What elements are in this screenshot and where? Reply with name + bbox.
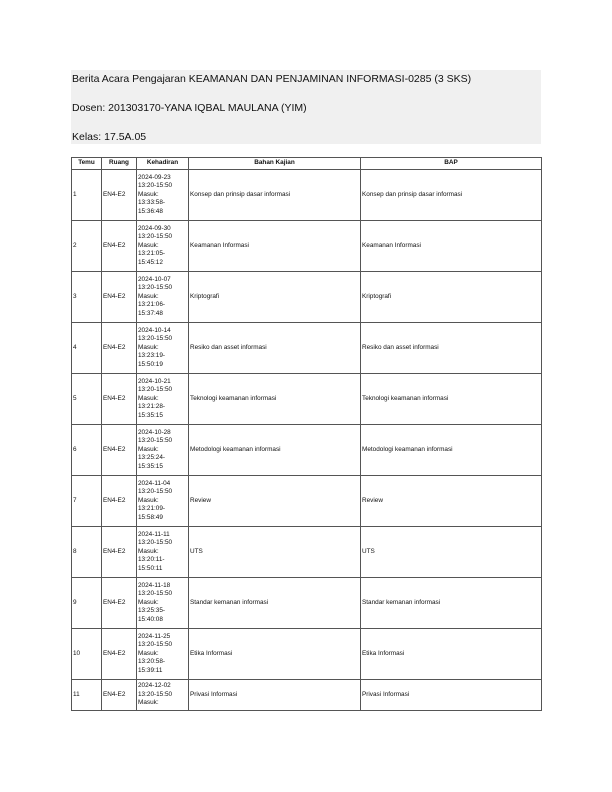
cell-bahan-kajian: Kriptografi <box>189 272 361 323</box>
cell-bahan-kajian: Metodologi keamanan informasi <box>189 425 361 476</box>
table-row <box>72 170 542 221</box>
column-header-ruang: Ruang <box>102 158 137 170</box>
cell-ruang: EN4-E2 <box>102 323 137 374</box>
kehadiran-line: 13:20-15:50 <box>138 284 173 292</box>
kehadiran-line: Masuk: <box>138 394 159 402</box>
cell-ruang: EN4-E2 <box>102 527 137 578</box>
kehadiran-line: 13:20-15:50 <box>138 641 173 649</box>
cell-kehadiran <box>137 629 189 680</box>
kehadiran-line: Masuk: <box>138 547 159 555</box>
attendance-table-wrapper <box>71 157 541 711</box>
cell-kehadiran <box>137 425 189 476</box>
kehadiran-line: Masuk: <box>138 190 159 198</box>
kehadiran-line: 13:20-15:50 <box>138 335 173 343</box>
column-header-kehadiran: Kehadiran <box>137 158 189 170</box>
kehadiran-line: 13:20-15:50 <box>138 590 173 598</box>
kehadiran-line: Masuk: <box>138 649 159 657</box>
cell-ruang: EN4-E2 <box>102 170 137 221</box>
table-row <box>72 629 542 680</box>
kehadiran-line: 13:21:28- <box>138 403 166 411</box>
cell-kehadiran <box>137 374 189 425</box>
cell-ruang: EN4-E2 <box>102 578 137 629</box>
attendance-table <box>71 157 542 711</box>
cell-bahan-kajian: Privasi Informasi <box>189 680 361 711</box>
table-row <box>72 323 542 374</box>
document-title: Berita Acara Pengajaran KEAMANAN DAN PENJAMINAN INFORMASI-0285 (3 SKS) <box>72 73 472 85</box>
lecturer-line: Dosen: 201303170-YANA IQBAL MAULANA (YIM) <box>72 102 307 114</box>
cell-bap: Keamanan Informasi <box>361 221 542 272</box>
kehadiran-line: 15:50:19 <box>138 360 163 368</box>
cell-ruang: EN4-E2 <box>102 629 137 680</box>
cell-kehadiran <box>137 680 189 711</box>
kehadiran-line: Masuk: <box>138 598 159 606</box>
kehadiran-line: 2024-09-30 <box>138 224 171 232</box>
cell-kehadiran <box>137 527 189 578</box>
column-header-bahan-kajian: Bahan Kajian <box>189 158 361 170</box>
kehadiran-line: 13:20-15:50 <box>138 233 173 241</box>
column-header-bap: BAP <box>361 158 542 170</box>
cell-bap: Teknologi keamanan informasi <box>361 374 542 425</box>
cell-temu: 9 <box>72 578 102 629</box>
cell-bahan-kajian: Teknologi keamanan informasi <box>189 374 361 425</box>
kehadiran-line: 13:21:09- <box>138 505 166 513</box>
kehadiran-line: 15:35:15 <box>138 411 163 419</box>
kehadiran-line: 13:20-15:50 <box>138 690 173 698</box>
kehadiran-line: 2024-11-11 <box>138 530 170 538</box>
table-row <box>72 374 542 425</box>
cell-bap: Metodologi keamanan informasi <box>361 425 542 476</box>
table-row <box>72 476 542 527</box>
cell-bap: Standar kemanan informasi <box>361 578 542 629</box>
kehadiran-line: 13:20:58- <box>138 658 166 666</box>
kehadiran-line: Masuk: <box>138 241 159 249</box>
kehadiran-line: 15:35:15 <box>138 462 163 470</box>
table-row <box>72 272 542 323</box>
cell-bap: Resiko dan asset informasi <box>361 323 542 374</box>
cell-bahan-kajian: Resiko dan asset informasi <box>189 323 361 374</box>
cell-kehadiran <box>137 578 189 629</box>
cell-bahan-kajian: Keamanan Informasi <box>189 221 361 272</box>
cell-temu: 1 <box>72 170 102 221</box>
kehadiran-line: 15:45:12 <box>138 258 163 266</box>
kehadiran-line: 2024-10-28 <box>138 428 171 436</box>
kehadiran-line: Masuk: <box>138 445 159 453</box>
cell-bahan-kajian: Review <box>189 476 361 527</box>
kehadiran-line: 13:21:05- <box>138 250 166 258</box>
kehadiran-line: Masuk: <box>138 292 159 300</box>
cell-ruang: EN4-E2 <box>102 221 137 272</box>
kehadiran-line: 2024-11-18 <box>138 581 171 589</box>
kehadiran-line: 15:40:08 <box>138 615 163 623</box>
kehadiran-line: 2024-12-02 <box>138 682 171 690</box>
kehadiran-line: 2024-11-25 <box>138 632 171 640</box>
cell-bap: Privasi Informasi <box>361 680 542 711</box>
kehadiran-line: 13:25:24- <box>138 454 166 462</box>
kehadiran-line: 13:20-15:50 <box>138 386 173 394</box>
table-row <box>72 221 542 272</box>
cell-kehadiran <box>137 272 189 323</box>
kehadiran-line: 13:33:58- <box>138 199 166 207</box>
kehadiran-line: 13:20-15:50 <box>138 539 173 547</box>
cell-temu: 2 <box>72 221 102 272</box>
kehadiran-line: 2024-09-23 <box>138 173 171 181</box>
cell-temu: 7 <box>72 476 102 527</box>
cell-ruang: EN4-E2 <box>102 272 137 323</box>
kehadiran-line: Masuk: <box>138 496 159 504</box>
cell-ruang: EN4-E2 <box>102 476 137 527</box>
cell-temu: 5 <box>72 374 102 425</box>
cell-bap: UTS <box>361 527 542 578</box>
class-line: Kelas: 17.5A.05 <box>72 131 147 143</box>
kehadiran-line: Masuk: <box>138 699 159 707</box>
kehadiran-line: 15:37:48 <box>138 309 163 317</box>
table-row <box>72 527 542 578</box>
kehadiran-line: 15:36:48 <box>138 207 163 215</box>
kehadiran-line: 13:23:19- <box>138 352 166 360</box>
table-body <box>72 170 542 711</box>
table-row <box>72 680 542 711</box>
cell-temu: 6 <box>72 425 102 476</box>
cell-bahan-kajian: Standar kemanan informasi <box>189 578 361 629</box>
cell-temu: 4 <box>72 323 102 374</box>
kehadiran-line: 2024-10-21 <box>138 377 171 385</box>
cell-bap: Konsep dan prinsip dasar informasi <box>361 170 542 221</box>
cell-temu: 10 <box>72 629 102 680</box>
cell-bahan-kajian: Konsep dan prinsip dasar informasi <box>189 170 361 221</box>
kehadiran-line: 13:20-15:50 <box>138 182 173 190</box>
kehadiran-line: 15:58:49 <box>138 513 163 521</box>
cell-bap: Review <box>361 476 542 527</box>
table-row <box>72 425 542 476</box>
kehadiran-line: 13:20:11- <box>138 556 165 564</box>
cell-temu: 8 <box>72 527 102 578</box>
cell-bahan-kajian: UTS <box>189 527 361 578</box>
cell-ruang: EN4-E2 <box>102 374 137 425</box>
kehadiran-line: 2024-10-14 <box>138 326 171 334</box>
table-header-row <box>72 158 542 170</box>
cell-ruang: EN4-E2 <box>102 425 137 476</box>
cell-temu: 3 <box>72 272 102 323</box>
table-row <box>72 578 542 629</box>
cell-bahan-kajian: Etika Informasi <box>189 629 361 680</box>
kehadiran-line: 2024-11-04 <box>138 479 171 487</box>
cell-bap: Etika Informasi <box>361 629 542 680</box>
kehadiran-line: 13:20-15:50 <box>138 437 173 445</box>
cell-temu: 11 <box>72 680 102 711</box>
cell-bap: Kriptografi <box>361 272 542 323</box>
cell-kehadiran <box>137 323 189 374</box>
kehadiran-line: 2024-10-07 <box>138 275 171 283</box>
kehadiran-line: Masuk: <box>138 343 159 351</box>
kehadiran-line: 13:21:06- <box>138 301 166 309</box>
kehadiran-line: 13:20-15:50 <box>138 488 173 496</box>
column-header-temu: Temu <box>72 158 102 170</box>
cell-kehadiran <box>137 221 189 272</box>
cell-ruang: EN4-E2 <box>102 680 137 711</box>
kehadiran-line: 15:39:11 <box>138 666 163 674</box>
cell-kehadiran <box>137 476 189 527</box>
kehadiran-line: 13:25:35- <box>138 607 166 615</box>
kehadiran-line: 15:50:11 <box>138 564 163 572</box>
cell-kehadiran <box>137 170 189 221</box>
